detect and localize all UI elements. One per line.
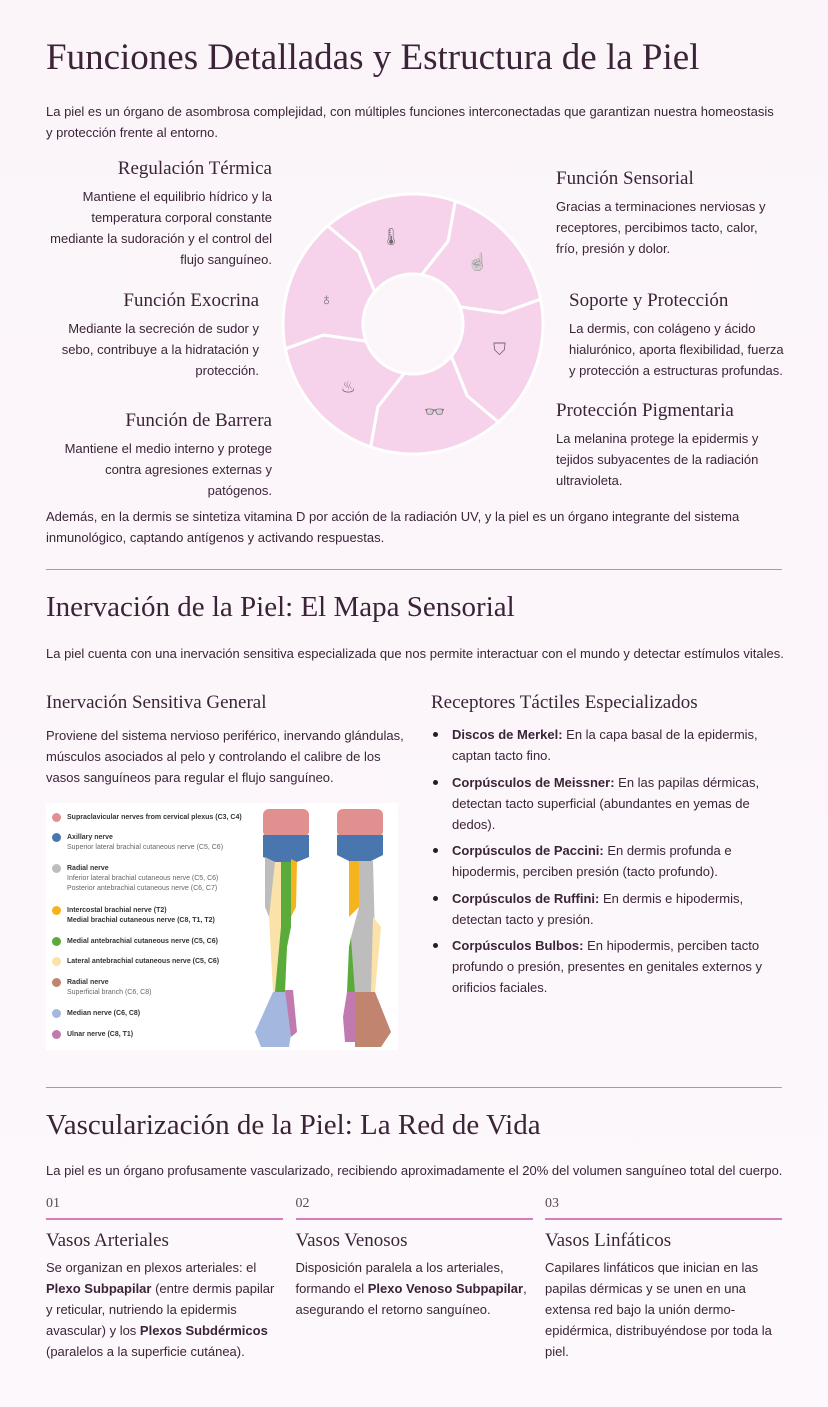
legend-sublabel: Inferior lateral brachial cutaneous nerve (C5, C6) xyxy=(67,875,219,882)
legend-sublabel: Superior lateral brachial cutaneous nerve (C5, C6) xyxy=(67,844,224,851)
function-title: Soporte y Protección xyxy=(569,290,729,311)
function-text: Mantiene el equilibrio hídrico y la temperatura corporal constante mediante la sudoración y el control del flujo sanguíneo. xyxy=(50,189,272,267)
receptor-text: En dermis profunda e hipodermis, perciben presión (tacto profundo). xyxy=(452,843,732,879)
legend-label: Medial antebrachial cutaneous nerve (C5, C6) xyxy=(67,938,218,945)
function-text: La melanina protege la epidermis y tejidos subyacentes de la radiación ultravioleta. xyxy=(556,431,759,488)
function-block xyxy=(556,168,781,259)
section-intro: La piel cuenta con una inervación sensitiva especializada que nos permite interactuar con el mundo y detectar estímulos vitales. xyxy=(46,646,784,661)
card-accent-line xyxy=(545,1218,782,1220)
legend-label: Axillary nerve xyxy=(67,834,113,841)
legend-swatch xyxy=(52,1030,61,1039)
legend-swatch xyxy=(52,978,61,987)
receptor-name: Corpúsculos de Meissner: xyxy=(452,774,615,790)
text: Capilares linfáticos que inician en las papilas dérmicas y se unen en una extensa red bajo la unión dermo-epidérmica, distribuyéndose por toda la piel. xyxy=(545,1260,772,1359)
card-accent-line xyxy=(296,1218,533,1220)
receptor-text: En dermis e hipodermis, detectan tacto y presión. xyxy=(452,890,744,927)
receptor-name: Corpúsculos Bulbos: xyxy=(452,938,584,953)
receptor-text: En hipodermis, perciben tacto profundo o presión, presentes en genitales externos y orificios faciales. xyxy=(452,938,763,995)
legend-label: Supraclavicular nerves from cervical plexus (C3, C4) xyxy=(67,814,242,821)
function-block xyxy=(569,290,784,381)
legend-label: Median nerve (C6, C8) xyxy=(67,1010,141,1017)
card-accent-line xyxy=(46,1218,283,1220)
arm-posterior xyxy=(337,809,391,1047)
functions-cycle-diagram xyxy=(278,188,548,460)
legend-sublabel: Superficial branch (C6, C8) xyxy=(67,989,152,996)
receptor-item xyxy=(431,772,786,835)
card-title: Vasos Arteriales xyxy=(46,1230,169,1251)
card-text xyxy=(46,1257,283,1362)
function-block xyxy=(556,400,781,491)
kidney-icon: ♁ xyxy=(320,290,333,310)
receptor-item xyxy=(431,888,786,930)
receptor-text: En las papilas dérmicas, detectan tacto superficial (abundantes en yemas de dedos). xyxy=(452,774,760,832)
receptor-name: Discos de Merkel: xyxy=(452,727,563,742)
function-title: Regulación Térmica xyxy=(117,158,272,179)
receptor-list xyxy=(431,724,786,1004)
legend-swatch xyxy=(52,813,61,822)
arm-anterior xyxy=(255,809,309,1047)
vessel-card xyxy=(296,1196,533,1320)
legend-label: Ulnar nerve (C8, T1) xyxy=(67,1031,134,1038)
highlight: Plexo Venoso Subpapilar xyxy=(367,1281,524,1296)
section-intro: La piel es un órgano profusamente vascularizado, recibiendo aproximadamente el 20% del volumen sanguíneo total del cuerpo. xyxy=(46,1163,783,1178)
touch-hand-icon: ☝ xyxy=(467,252,489,272)
legend-label: Radial nerve xyxy=(67,979,109,986)
function-block xyxy=(40,290,259,381)
arm-diagram xyxy=(251,807,401,1049)
firewall-icon: ♨ xyxy=(340,377,356,397)
function-text: Mediante la secreción de sudor y sebo, contribuye a la hidratación y protección. xyxy=(61,321,259,378)
receptor-item xyxy=(431,840,786,882)
general-text: Proviene del sistema nervioso periférico, inervando glándulas, músculos asociados al pelo y controlando el calibre de los vasos sanguíneos para regular el flujo sanguíneo. xyxy=(46,728,404,785)
vessel-card xyxy=(545,1196,782,1362)
card-text xyxy=(296,1257,533,1320)
text: Disposición paralela a los arteriales, formando el xyxy=(295,1260,504,1296)
subsection-title: Receptores Táctiles Especializados xyxy=(431,692,698,713)
function-text: La dermis, con colágeno y ácido hialurónico, aporta flexibilidad, fuerza y protección a estructuras profundas. xyxy=(569,321,784,378)
function-title: Protección Pigmentaria xyxy=(556,400,734,421)
card-title: Vasos Venosos xyxy=(295,1230,408,1251)
receptor-name: Corpúsculos de Paccini: xyxy=(452,843,604,858)
divider xyxy=(46,569,782,570)
legend-label: Intercostal brachial nerve (T2) xyxy=(67,907,167,914)
legend-swatch xyxy=(52,937,61,946)
text: (paralelos a la superficie cutánea). xyxy=(46,1344,245,1359)
glasses-icon: 👓 xyxy=(424,402,446,422)
function-title: Función Sensorial xyxy=(556,168,694,189)
page-title: Funciones Detalladas y Estructura de la Piel xyxy=(46,37,700,78)
text: (entre dermis papilar y reticular, nutriendo la epidermis avascular) y los xyxy=(46,1281,275,1338)
receptor-text: En la capa basal de la epidermis, captan tacto fino. xyxy=(452,727,758,763)
legend-sublabel: Medial brachial cutaneous nerve (C8, T1, T2) xyxy=(67,917,215,924)
subsection-title: Inervación Sensitiva General xyxy=(46,692,267,713)
legend-swatch xyxy=(52,1009,61,1018)
legend-label: Lateral antebrachial cutaneous nerve (C5, C6) xyxy=(67,958,220,965)
legend-sublabel: Posterior antebrachial cutaneous nerve (C6, C7) xyxy=(67,885,218,892)
highlight: Plexo Subpapilar xyxy=(46,1281,152,1296)
receptor-item xyxy=(431,935,786,998)
divider xyxy=(46,1087,782,1088)
function-block xyxy=(46,158,272,270)
section-title: Vascularización de la Piel: La Red de Vida xyxy=(46,1109,541,1141)
section-title: Inervación de la Piel: El Mapa Sensorial xyxy=(46,591,515,623)
legend-swatch xyxy=(52,833,61,842)
card-number: 03 xyxy=(545,1196,559,1211)
text: Se organizan en plexos arteriales: el xyxy=(46,1260,257,1275)
function-text: Mantiene el medio interno y protege contra agresiones externas y patógenos. xyxy=(64,441,272,498)
nerve-map-image xyxy=(46,803,398,1050)
legend-label: Radial nerve xyxy=(67,865,109,872)
card-number: 01 xyxy=(46,1196,60,1211)
legend-swatch xyxy=(52,957,61,966)
function-title: Función de Barrera xyxy=(125,410,272,431)
text: , asegurando el retorno sanguíneo. xyxy=(295,1281,527,1317)
function-title: Función Exocrina xyxy=(123,290,259,311)
thermometer-icon: 🌡 xyxy=(380,227,403,247)
function-block xyxy=(46,410,272,501)
card-number: 02 xyxy=(295,1196,310,1211)
function-text: Gracias a terminaciones nerviosas y receptores, percibimos tacto, calor, frío, presión y dolor. xyxy=(556,199,766,256)
receptor-name: Corpúsculos de Ruffini: xyxy=(452,890,600,906)
intro-text: La piel es un órgano de asombrosa complejidad, con múltiples funciones interconectadas que garantizan nuestra homeostasis y protección frente al entorno. xyxy=(46,104,774,140)
receptor-item xyxy=(431,724,786,766)
card-title: Vasos Linfáticos xyxy=(545,1230,672,1251)
highlight: Plexos Subdérmicos xyxy=(139,1323,268,1338)
outro-text: Además, en la dermis se sintetiza vitamina D por acción de la radiación UV, y la piel es un órgano integrante del sistema inmunológico, captando antígenos y activando respuestas. xyxy=(46,509,740,545)
shield-icon: ⛉ xyxy=(493,339,506,359)
legend-swatch xyxy=(52,906,61,915)
vessel-card xyxy=(46,1196,283,1362)
card-text xyxy=(545,1257,782,1362)
legend-swatch xyxy=(52,864,61,873)
